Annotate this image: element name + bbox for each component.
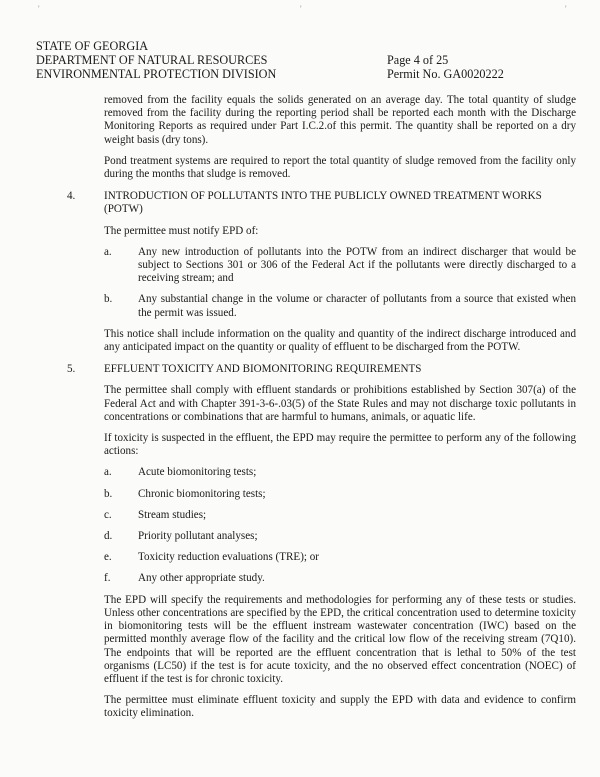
list-text: Toxicity reduction evaluations (TRE); or xyxy=(138,551,319,564)
list-item xyxy=(104,509,576,522)
agency-line: DEPARTMENT OF NATURAL RESOURCES xyxy=(36,53,268,67)
paragraph: Pond treatment systems are required to report the total quantity of sludge removed from the facility only during the months that sludge is removed. xyxy=(104,154,576,181)
list-letter: b. xyxy=(104,293,113,306)
section-heading xyxy=(67,190,576,216)
section-number: 5. xyxy=(67,363,76,376)
agency-line: STATE OF GEORGIA xyxy=(36,39,149,53)
list-text: Any substantial change in the volume or character of pollutants from a source that existed when the permit was issued. xyxy=(138,293,576,319)
list-letter: c. xyxy=(104,508,112,521)
paragraph: If toxicity is suspected in the effluent, the EPD may require the permittee to perform any of the following actions: xyxy=(104,432,576,458)
list-text: Any other appropriate study. xyxy=(138,572,265,585)
list-item xyxy=(104,246,576,286)
paragraph: The permittee must notify EPD of: xyxy=(104,224,259,237)
agency-header xyxy=(36,39,276,81)
section-heading xyxy=(67,363,576,376)
list-letter: d. xyxy=(104,530,113,543)
list-item xyxy=(104,551,576,564)
paragraph: The permittee must eliminate effluent toxicity and supply the EPD with data and evidence to confirm toxicity elimination. xyxy=(104,694,576,720)
list-item xyxy=(104,293,576,319)
document-body xyxy=(67,94,576,721)
list-text: Stream studies; xyxy=(138,508,207,521)
agency-line: ENVIRONMENTAL PROTECTION DIVISION xyxy=(36,67,277,81)
scan-mark: ' xyxy=(565,4,567,14)
list-letter: b. xyxy=(104,487,113,500)
list-item xyxy=(104,488,576,501)
page-info xyxy=(387,53,504,81)
section-title: INTRODUCTION OF POLLUTANTS INTO THE PUBLICLY OWNED TREATMENT WORKS (POTW) xyxy=(104,190,542,216)
list-text: Any new introduction of pollutants into the POTW from an indirect discharger that would be subject to Sections 301 or 306 of the Federal Act if the pollutants were directly discharged to a receiving stream; and xyxy=(138,245,576,285)
list-item xyxy=(104,466,576,479)
list-item xyxy=(104,530,576,543)
list-letter: e. xyxy=(104,551,112,564)
list-letter: f. xyxy=(104,572,111,585)
paragraph: removed from the facility equals the solids generated on an average day. The total quantity of sludge removed from the facility during the reporting period shall be reported each month with the Discharge Monitoring Reports as required under Part I.C.2.of this permit. The quantity shall be reported on a dry weight basis (dry tons). xyxy=(104,94,576,146)
list-text: Priority pollutant analyses; xyxy=(138,530,258,543)
permit-number: Permit No. GA0020222 xyxy=(387,67,504,81)
section-title: EFFLUENT TOXICITY AND BIOMONITORING REQUIREMENTS xyxy=(104,363,422,376)
paragraph: The permittee shall comply with effluent standards or prohibitions established by Section 307(a) of the Federal Act and with Chapter 391-3-6-.03(5) of the State Rules and may not discharge toxic pollutants in concentrations or combinations that are harmful to humans, animals, or aquatic life. xyxy=(104,384,576,423)
page-number: Page 4 of 25 xyxy=(387,53,449,67)
list-text: Acute biomonitoring tests; xyxy=(138,466,257,479)
list-letter: a. xyxy=(104,466,112,479)
list-item xyxy=(104,572,576,585)
scan-mark: ' xyxy=(38,4,40,14)
list-letter: a. xyxy=(104,245,112,258)
section-number: 4. xyxy=(67,190,76,203)
scan-mark: ' xyxy=(300,4,302,14)
paragraph: This notice shall include information on the quality and quantity of the indirect discharge introduced and any anticipated impact on the quantity or quality of effluent to be discharged from the POTW. xyxy=(104,327,576,354)
list-text: Chronic biomonitoring tests; xyxy=(138,487,266,500)
paragraph: The EPD will specify the requirements and methodologies for performing any of these tests or studies. Unless other concentrations are specified by the EPD, the critical concentration used to determine toxicity in biomonitoring tests will be the effluent instream wastewater concentration (IWC) based on the permitted monthly average flow of the facility and the critical low flow of the receiving stream (7Q10). The endpoints that will be reported are the effluent concentration that is lethal to 50% of the test organisms (LC50) if the test is for acute toxicity, and the no observed effect concentration (NOEC) of effluent if the test is for chronic toxicity. xyxy=(104,593,576,685)
